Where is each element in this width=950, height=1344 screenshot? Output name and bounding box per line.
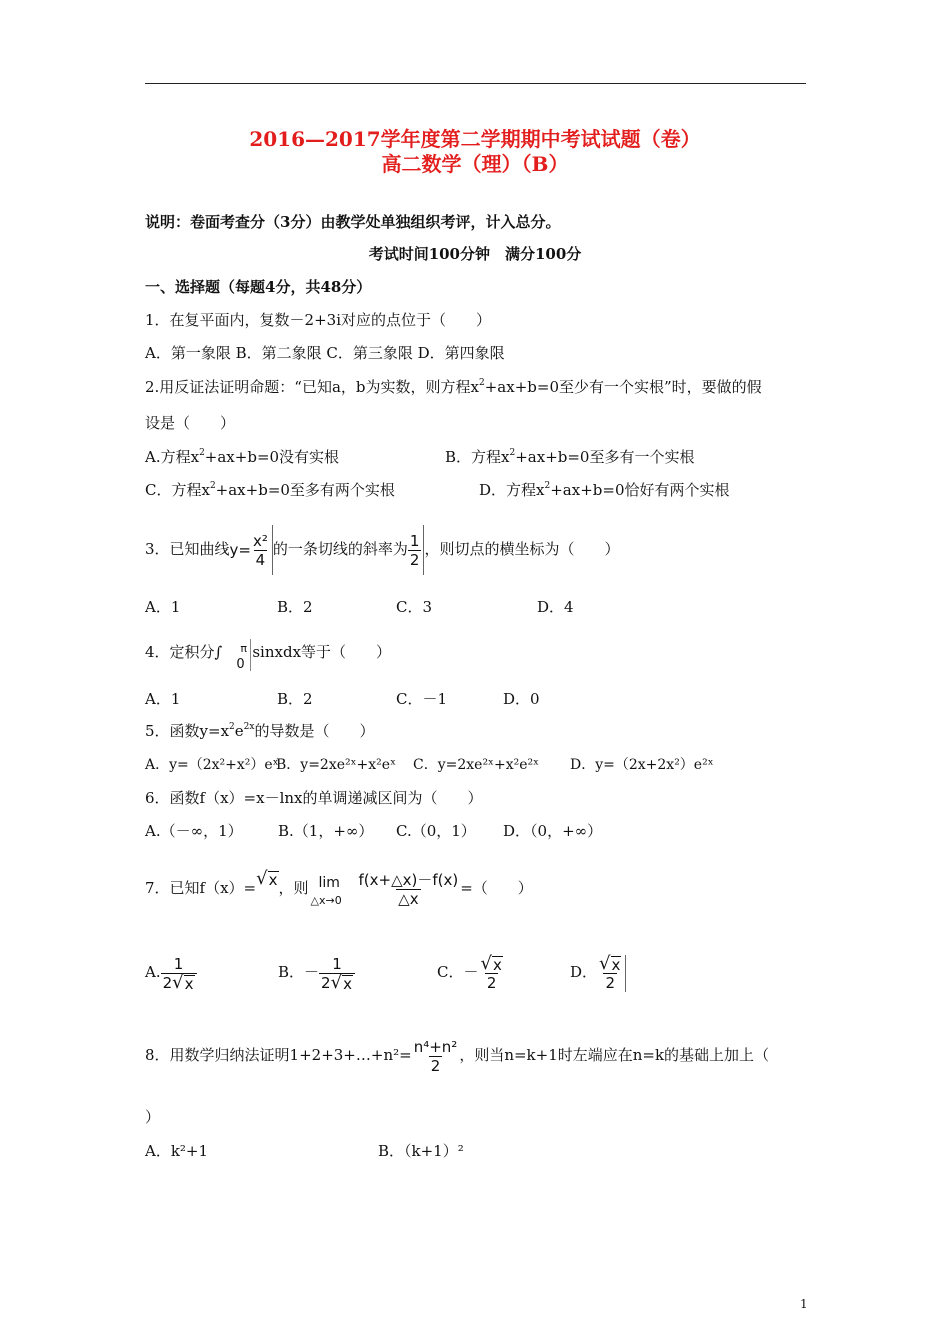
question-5-option-c: C．y=2xe²ˣ+x²e²ˣ [413,757,540,773]
question-2-stem-cont: 设是（ ） [145,414,236,432]
section-heading: 一、选择题（每题4分，共48分） [145,278,372,296]
option-a-fraction: 1 2 √ x [161,955,197,992]
option-c-fraction: √ x 2 [480,952,502,992]
title-line-2: 高二数学（理）（B） [381,152,569,176]
slope-fraction: $\frac{1}{2}$ [408,525,425,575]
question-4-option-a: A．1 [145,690,181,708]
question-4-stem: 4．定积分∫ π 0 sinxdx等于（ ） [145,642,391,663]
question-8-option-a: A．k²+1 [145,1142,209,1160]
question-2-option-b: B．方程$x^2+ax+b=0$至多有一个实根 [445,448,695,466]
limit-operator: lim △x→0 [310,875,342,907]
question-2-option-c: C．方程$x^2+ax+b=0$至多有两个实根 [145,481,395,499]
sum-formula: $\frac{\text{n⁴+n²}}{2}$ [413,1037,458,1075]
integral-limits: π 0 [222,643,252,663]
question-6-stem: 6．函数f（x）=x－lnx的单调递减区间为（ ） [145,789,483,807]
question-8-stem-cont: ） [145,1108,161,1126]
question-5-option-b: B．y=2xe²ˣ+x²eˣ [276,757,397,773]
question-5-stem: 5．函数$y=x^2e^{2x}$的导数是（ ） [145,722,375,740]
question-6-option-b: B.（1，+∞） [278,822,374,840]
question-2-option-d: D．方程$x^2+ax+b=0$恰好有两个实根 [479,481,730,499]
question-6-option-a: A.（－∞，1） [145,822,243,840]
question-3-option-d: D．4 [537,598,574,616]
option-d-fraction: √ x 2 [597,955,626,992]
question-3-option-a: A．1 [145,598,181,616]
exam-info: 考试时间100分钟 满分100分 [368,245,582,263]
question-5-option-a: A．y=（2x²+x²）eˣ [145,757,279,773]
question-4-option-d: D．0 [503,690,540,708]
question-7-option-b: B．－ 1 2 √ x [278,950,355,994]
question-4-option-c: C．－1 [396,690,448,708]
header-rule [145,83,806,84]
question-3-option-b: B．2 [277,598,313,616]
question-8-option-b: B．（k+1）² [378,1142,464,1160]
question-7-option-a: A. 1 2 √ x [145,950,197,994]
question-8-stem: 8．用数学归纳法证明1+2+3+…+n²= $\frac{\text{n⁴+n²}}{2}$ ，则当n=k+1时左端应在n=k的基础上加上（ [145,1037,770,1075]
sqrt-x: √ x [256,868,278,889]
limit-fraction: $\frac{f(x+\triangle x)-f(x)}{\triangle x}$ [358,870,459,908]
question-3-stem: 3．已知曲线y= $\frac{\text{x²}}{4}$ 的一条切线的斜率为 $\frac{1}{2}$ ，则切点的横坐标为（ ） [145,524,619,574]
question-7-option-d: D． √ x 2 [570,950,626,994]
question-5-option-d: D．y=（2x+2x²）e²ˣ [570,757,714,773]
question-6-option-c: C.（0，1） [396,822,476,840]
question-1-stem: 1．在复平面内，复数－2+3i对应的点位于（ ） [145,311,491,329]
question-7-option-c: C．－ √ x 2 [437,950,505,994]
question-2-option-a: A.方程$x^2+ax+b=0$没有实根 [145,448,340,466]
question-3-option-c: C．3 [396,598,433,616]
question-7-stem: 7．已知f（x）= √ x ，则 lim △x→0 $\frac{f(x+\triangle x)-f(x)}{\triangle x}$ =（ ） [145,866,533,916]
question-4-option-b: B．2 [277,690,313,708]
exam-note: 说明：卷面考查分（3分）由教学处单独组织考评，计入总分。 [145,213,561,231]
option-b-fraction: 1 2 √ x [319,955,355,992]
page-number: 1 [800,1297,808,1311]
title-line-1: 2016—2017学年度第二学期期中考试试题（卷） [249,127,701,151]
curve-formula: y= $\frac{\text{x²}}{4}$ [230,525,273,575]
question-2-stem: 2.用反证法证明命题：“已知a，b为实数，则方程$x^2+ax+b=0$至少有一个实根”时，要做的假 [145,378,762,396]
question-6-option-d: D．（0，+∞） [503,822,603,840]
question-1-options: A．第一象限 B．第二象限 C．第三象限 D．第四象限 [145,344,505,362]
